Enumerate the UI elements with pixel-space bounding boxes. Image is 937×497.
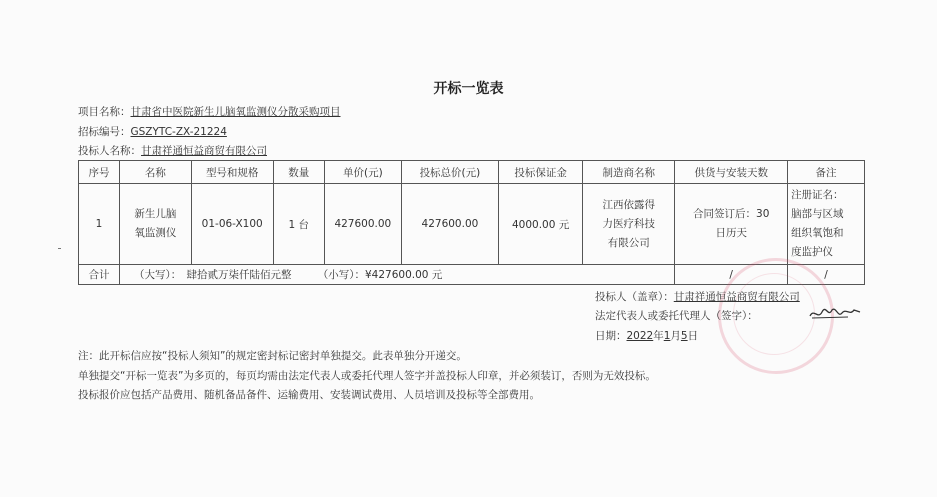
- bidder-name-label: 投标人名称：: [78, 145, 141, 157]
- note-line: 投标报价应包括产品费用、随机备品备件、运输费用、安装调试费用、人员培训及投标等全部费用。: [78, 389, 540, 401]
- total-amount: （大写）： 肆拾贰万柒仟陆佰元整 （小写）：¥427600.00 元: [119, 265, 674, 285]
- remark-line: 脑部与区域: [791, 208, 844, 220]
- date-year-unit: 年: [653, 330, 664, 342]
- quantity-cell: 1 台: [273, 184, 324, 265]
- scan-mark: [58, 248, 61, 249]
- header-cell: 名称: [119, 161, 191, 184]
- representative-label: 法定代表人或委托代理人（签字）：: [595, 310, 758, 322]
- header-cell: 供货与安装天数: [675, 161, 788, 184]
- note-line: 注：此开标信应按“投标人须知”的规定密封标记密封单独提交。此表单独分开递交。: [78, 350, 467, 362]
- total-days-slash: /: [675, 265, 788, 285]
- bidder-seal-label: 投标人（盖章）：: [595, 291, 674, 303]
- representative-line: [595, 308, 758, 323]
- remark-cell: [788, 184, 865, 265]
- tender-number-line: [78, 124, 227, 139]
- bidder-name-line: [78, 143, 267, 158]
- item-name-line: 新生儿脑: [134, 208, 177, 220]
- item-name-cell: [119, 184, 191, 265]
- total-remark-slash: /: [788, 265, 865, 285]
- header-cell: 投标保证金: [499, 161, 583, 184]
- manufacturer-cell: [583, 184, 675, 265]
- delivery-days-line: 日历天: [715, 227, 747, 239]
- total-price-cell: 427600.00: [401, 184, 498, 265]
- note-line: 单独提交“开标一览表”为多页的，每页均需由法定代表人或委托代理人签字并盖投标人印章，并必须装订，否则为无效投标。: [78, 370, 656, 382]
- date-line: [595, 328, 698, 343]
- manufacturer-line: 江西依露得: [602, 198, 655, 211]
- date-day-unit: 日: [687, 330, 699, 342]
- delivery-days-cell: [675, 184, 788, 265]
- date-month: 1: [663, 330, 671, 342]
- header-cell: 序号: [79, 161, 120, 184]
- remark-line: 注册证名：: [791, 189, 844, 201]
- date-label: 日期：: [595, 330, 627, 342]
- page-title: 开标一览表: [433, 81, 504, 97]
- date-year: 2022: [626, 330, 654, 342]
- header-cell: 备注: [788, 161, 865, 184]
- bidder-seal-line: [595, 289, 800, 304]
- total-label: 合计: [79, 265, 120, 285]
- deposit-cell: 4000.00 元: [499, 184, 583, 265]
- header-cell: 投标总价(元): [401, 161, 498, 184]
- item-name-line: 氧监测仪: [134, 227, 177, 239]
- bidder-seal-value: 甘肃祥通恒益商贸有限公司: [673, 291, 800, 303]
- project-name-line: [78, 104, 341, 119]
- header-cell: 单价(元): [324, 161, 401, 184]
- manufacturer-line: 力医疗科技: [602, 217, 655, 230]
- date-day: 5: [680, 330, 688, 342]
- remark-line: 组织氧饱和: [791, 227, 844, 239]
- date-month-unit: 月: [670, 330, 681, 342]
- project-name-value: 甘肃省中医院新生儿脑氧监测仪分散采购项目: [130, 106, 341, 118]
- tender-number-value: GSZYTC-ZX-21224: [130, 126, 227, 138]
- remark-line: 度监护仪: [791, 246, 834, 258]
- unit-price-cell: 427600.00: [324, 184, 401, 265]
- header-cell: 制造商名称: [583, 161, 675, 184]
- project-name-label: 项目名称：: [78, 106, 131, 118]
- header-cell: 型号和规格: [191, 161, 273, 184]
- model-cell: 01-06-X100: [191, 184, 273, 265]
- header-cell: 数量: [273, 161, 324, 184]
- handwritten-signature: [808, 304, 864, 322]
- table-header-row: [79, 161, 865, 184]
- table-row: [79, 184, 865, 265]
- row-number: 1: [79, 184, 120, 265]
- tender-number-label: 招标编号：: [78, 126, 131, 138]
- bidder-name-value: 甘肃祥通恒益商贸有限公司: [141, 145, 267, 157]
- manufacturer-line: 有限公司: [607, 236, 650, 249]
- delivery-days-line: 合同签订后：30: [693, 208, 770, 220]
